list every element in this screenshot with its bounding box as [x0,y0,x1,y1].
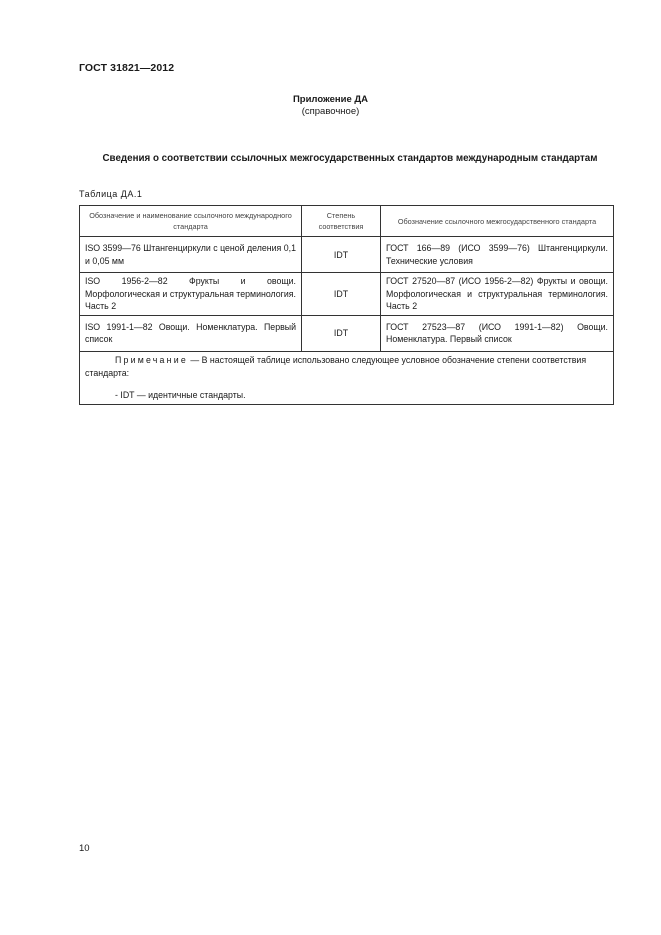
header-degree: Степень соответствия [302,206,381,237]
cell-degree: IDT [302,273,381,316]
header-intl-standard: Обозначение и наименование ссылочного международного стандарта [80,206,302,237]
standards-table [79,205,614,405]
document-header: ГОСТ 31821—2012 [79,62,175,74]
table-header-row [80,206,614,237]
cell-national-standard: ГОСТ 27523—87 (ИСО 1991-1—82) Овощи. Номенклатура. Первый список [381,315,614,351]
note-label: Примечание [115,354,188,365]
cell-intl-standard: ISO 1956-2—82 Фрукты и овощи. Морфологическая и структуральная терминология. Часть 2 [80,273,302,316]
appendix-title: Приложение ДА [292,94,369,105]
note-text-paragraph [85,354,608,380]
cell-degree: IDT [302,315,381,351]
table-row [80,315,614,351]
cell-intl-standard: ISO 3599—76 Штангенциркули с ценой деления 0,1 и 0,05 мм [80,237,302,273]
cell-intl-standard: ISO 1991-1—82 Овощи. Номенклатура. Первый список [80,315,302,351]
section-title: Сведения о соответствии ссылочных межгосударственных стандартов международным стандартам [102,153,598,164]
table-note [80,351,614,404]
table-caption: Таблица ДА.1 [79,189,143,199]
header-national-standard: Обозначение ссылочного межгосударственного стандарта [381,206,614,237]
cell-national-standard: ГОСТ 166—89 (ИСО 3599—76) Штангенциркули. Технические условия [381,237,614,273]
table-row [80,273,614,316]
page-number: 10 [79,843,90,854]
table-row [80,237,614,273]
cell-degree: IDT [302,237,381,273]
table-note-row [80,351,614,404]
note-text: — В настоящей таблице использовано следующее условное обозначение степени соответствия стандарта: [85,354,587,378]
cell-national-standard: ГОСТ 27520—87 (ИСО 1956-2—82) Фрукты и овощи. Морфологическая и структуральная терминология. Часть 2 [381,273,614,316]
note-item: - IDT — идентичные стандарты. [115,389,246,400]
appendix-subtitle: (справочное) [301,106,360,117]
